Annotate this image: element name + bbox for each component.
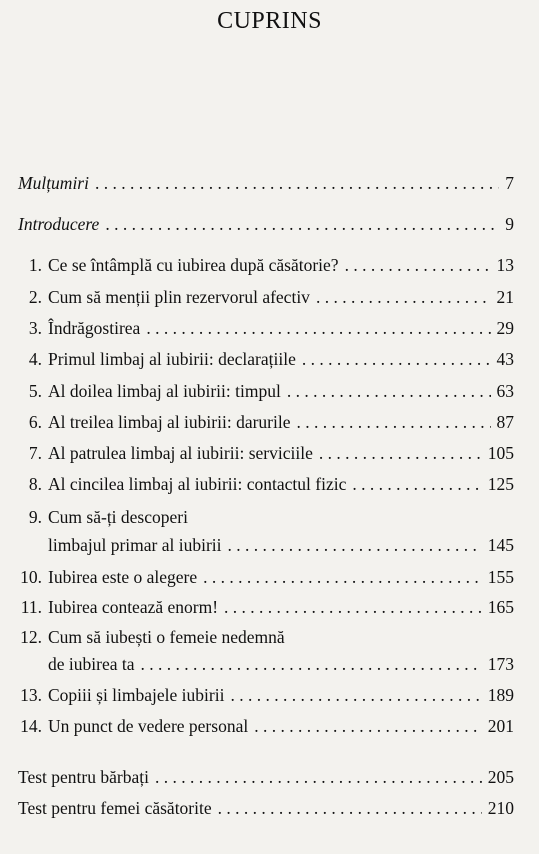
dot-leader [287,376,491,406]
toc-page-number: 43 [496,349,514,369]
toc-chapter-4[interactable] [0,344,539,374]
chapter-number: 6. [28,412,42,432]
dot-leader [224,592,482,622]
dot-leader [105,209,499,239]
toc-page-number: 13 [496,255,514,275]
page-title: CUPRINS [217,8,322,34]
chapter-number: 2. [28,287,42,307]
toc-page-number: 145 [487,535,514,555]
toc-entry-label: Al patrulea limbaj al iubirii: serviciile [48,443,313,463]
toc-page-number: 87 [496,412,514,432]
toc-chapter-10[interactable] [0,562,539,592]
toc-entry-label: Test pentru femei căsătorite [18,798,212,818]
toc-entry-label: de iubirea ta [48,654,135,674]
toc-page-number: 205 [487,767,514,787]
toc-chapter-8[interactable] [0,469,539,499]
dot-leader [146,313,490,343]
toc-chapter-3[interactable] [0,313,539,343]
toc-entry-label: Test pentru bărbați [18,767,149,787]
toc-entry-label: Al doilea limbaj al iubirii: timpul [48,381,281,401]
chapter-number: 11. [20,597,42,617]
toc-chapter-14[interactable] [0,711,539,741]
toc-page-number: 7 [505,173,514,193]
toc-chapter-13[interactable] [0,680,539,710]
toc-entry-label: Îndrăgostirea [48,318,141,338]
dot-leader [297,407,491,437]
toc-entry-label: Ce se întâmplă cu iubirea după căsătorie? [48,255,339,275]
toc-chapter-11[interactable] [0,592,539,622]
dot-leader [228,530,482,560]
toc-page-number: 210 [487,798,514,818]
toc-chapter-2[interactable] [0,282,539,312]
chapter-number: 9. [28,507,42,527]
dot-leader [316,282,491,312]
toc-page-number: 125 [487,474,514,494]
dot-leader [203,562,482,592]
dot-leader [155,762,482,792]
toc-chapter-5[interactable] [0,376,539,406]
toc-entry-test-barbati[interactable] [0,762,539,792]
toc-page-number: 105 [487,443,514,463]
toc-page-number: 155 [487,567,514,587]
chapter-number: 1. [28,255,42,275]
toc-entry-label: Copiii și limbajele iubirii [48,685,225,705]
chapter-number: 8. [28,474,42,494]
toc-page-number: 173 [487,654,514,674]
toc-page-number: 9 [505,214,514,234]
toc-chapter-9[interactable] [0,502,539,562]
toc-entry-label: Mulțumiri [18,173,89,193]
toc-page-number: 21 [496,287,514,307]
toc-entry-multumiri[interactable] [0,168,539,198]
toc-entry-label: Al cincilea limbaj al iubirii: contactul fizic [48,474,347,494]
toc-chapter-1[interactable] [0,250,539,280]
toc-entry-test-femei[interactable] [0,793,539,823]
toc-entry-label: Introducere [18,214,100,234]
toc-entry-introducere[interactable] [0,209,539,239]
toc-chapter-12[interactable] [0,622,539,682]
chapter-number: 10. [20,567,42,587]
toc-page-number: 165 [487,597,514,617]
chapter-number: 7. [28,443,42,463]
toc-entry-label-line1: Cum să-ți descoperi [48,507,188,527]
dot-leader [254,711,482,741]
chapter-number: 5. [28,381,42,401]
toc-entry-label: Un punct de vedere personal [48,716,249,736]
chapter-number: 4. [28,349,42,369]
dot-leader [352,469,481,499]
dot-leader [95,168,499,198]
toc-entry-label: Al treilea limbaj al iubirii: darurile [48,412,291,432]
dot-leader [319,438,482,468]
toc-entry-label: Primul limbaj al iubirii: declarațiile [48,349,296,369]
toc-chapter-7[interactable] [0,438,539,468]
dot-leader [230,680,481,710]
toc-page-number: 63 [496,381,514,401]
toc-page-number: 201 [487,716,514,736]
chapter-number: 12. [20,627,42,647]
toc-entry-label-line1: Cum să iubești o femeie nedemnă [48,627,285,647]
toc-entry-label: Iubirea este o alegere [48,567,198,587]
toc-entry-label: limbajul primar al iubirii [48,535,222,555]
toc-chapter-6[interactable] [0,407,539,437]
chapter-number: 13. [20,685,42,705]
dot-leader [218,793,482,823]
toc-entry-label: Iubirea contează enorm! [48,597,219,617]
toc-page-number: 189 [487,685,514,705]
toc-entry-label: Cum să menții plin rezervorul afectiv [48,287,310,307]
dot-leader [302,344,491,374]
dot-leader [140,649,481,679]
toc-page-number: 29 [496,318,514,338]
chapter-number: 14. [20,716,42,736]
chapter-number: 3. [28,318,42,338]
dot-leader [345,250,491,280]
